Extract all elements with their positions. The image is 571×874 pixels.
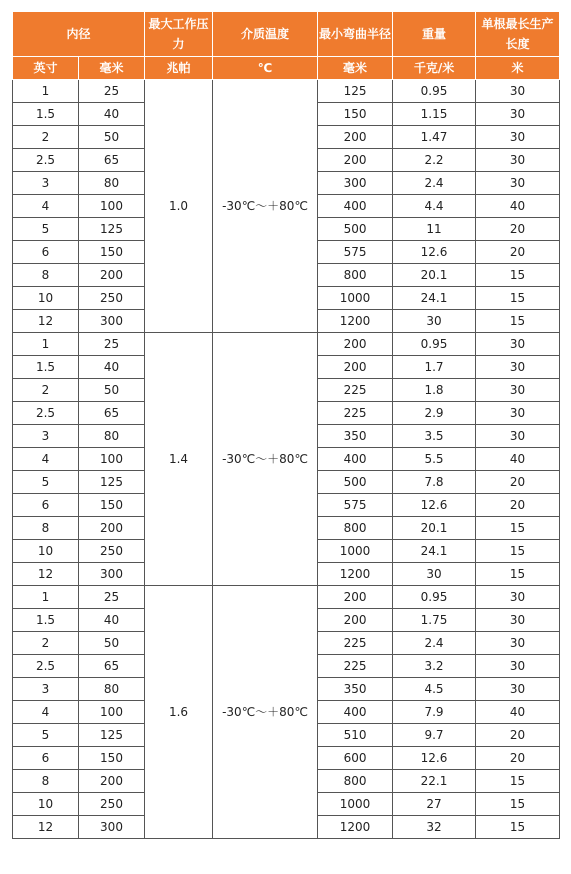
cell-mm: 25 — [79, 80, 145, 103]
cell-weight: 5.5 — [393, 448, 476, 471]
cell-inch: 10 — [13, 540, 79, 563]
cell-bend-radius: 225 — [318, 402, 393, 425]
cell-length: 15 — [476, 793, 560, 816]
cell-length: 15 — [476, 540, 560, 563]
cell-length: 20 — [476, 218, 560, 241]
cell-inch: 2.5 — [13, 655, 79, 678]
cell-bend-radius: 600 — [318, 747, 393, 770]
unit-mpa: 兆帕 — [145, 57, 213, 80]
cell-bend-radius: 575 — [318, 241, 393, 264]
cell-mm: 80 — [79, 172, 145, 195]
cell-weight: 3.2 — [393, 655, 476, 678]
cell-mm: 40 — [79, 356, 145, 379]
cell-inch: 2 — [13, 126, 79, 149]
cell-weight: 2.2 — [393, 149, 476, 172]
cell-length: 30 — [476, 402, 560, 425]
cell-weight: 1.8 — [393, 379, 476, 402]
cell-inch: 12 — [13, 816, 79, 839]
cell-length: 30 — [476, 103, 560, 126]
cell-bend-radius: 1000 — [318, 793, 393, 816]
cell-mm: 25 — [79, 333, 145, 356]
cell-mm: 200 — [79, 517, 145, 540]
cell-bend-radius: 1200 — [318, 310, 393, 333]
header-max-pressure: 最大工作压力 — [145, 12, 213, 57]
cell-bend-radius: 400 — [318, 195, 393, 218]
cell-bend-radius: 200 — [318, 609, 393, 632]
cell-bend-radius: 225 — [318, 379, 393, 402]
cell-length: 20 — [476, 494, 560, 517]
cell-inch: 5 — [13, 471, 79, 494]
cell-inch: 3 — [13, 678, 79, 701]
cell-weight: 24.1 — [393, 540, 476, 563]
cell-weight: 20.1 — [393, 264, 476, 287]
cell-pressure: 1.4 — [145, 333, 213, 586]
cell-weight: 30 — [393, 563, 476, 586]
unit-celsius: ℃ — [213, 57, 318, 80]
cell-bend-radius: 200 — [318, 126, 393, 149]
cell-inch: 1.5 — [13, 356, 79, 379]
table-body — [13, 80, 560, 839]
unit-inch: 英寸 — [13, 57, 79, 80]
cell-bend-radius: 200 — [318, 333, 393, 356]
cell-bend-radius: 1000 — [318, 540, 393, 563]
cell-mm: 100 — [79, 195, 145, 218]
cell-mm: 300 — [79, 563, 145, 586]
cell-length: 30 — [476, 379, 560, 402]
cell-inch: 2.5 — [13, 402, 79, 425]
cell-mm: 80 — [79, 425, 145, 448]
cell-weight: 24.1 — [393, 287, 476, 310]
cell-mm: 150 — [79, 747, 145, 770]
header-inner-diameter: 内径 — [13, 12, 145, 57]
unit-kg-per-m: 千克/米 — [393, 57, 476, 80]
cell-length: 15 — [476, 287, 560, 310]
cell-bend-radius: 150 — [318, 103, 393, 126]
cell-mm: 100 — [79, 448, 145, 471]
cell-length: 40 — [476, 195, 560, 218]
cell-bend-radius: 1200 — [318, 816, 393, 839]
cell-length: 30 — [476, 655, 560, 678]
header-max-length: 单根最长生产长度 — [476, 12, 560, 57]
cell-inch: 5 — [13, 218, 79, 241]
cell-length: 30 — [476, 678, 560, 701]
spec-table — [12, 11, 560, 839]
cell-inch: 8 — [13, 517, 79, 540]
table-row — [13, 586, 560, 609]
cell-inch: 10 — [13, 287, 79, 310]
cell-length: 30 — [476, 425, 560, 448]
cell-bend-radius: 800 — [318, 517, 393, 540]
cell-weight: 7.9 — [393, 701, 476, 724]
cell-weight: 1.75 — [393, 609, 476, 632]
cell-inch: 4 — [13, 195, 79, 218]
cell-length: 15 — [476, 563, 560, 586]
cell-inch: 6 — [13, 747, 79, 770]
cell-mm: 125 — [79, 471, 145, 494]
cell-mm: 65 — [79, 655, 145, 678]
cell-inch: 1 — [13, 80, 79, 103]
cell-length: 40 — [476, 448, 560, 471]
cell-length: 30 — [476, 333, 560, 356]
unit-mm-radius: 毫米 — [318, 57, 393, 80]
cell-temperature: -30℃～＋80℃ — [213, 333, 318, 586]
cell-bend-radius: 200 — [318, 586, 393, 609]
cell-mm: 40 — [79, 609, 145, 632]
cell-inch: 10 — [13, 793, 79, 816]
cell-weight: 11 — [393, 218, 476, 241]
cell-weight: 22.1 — [393, 770, 476, 793]
cell-weight: 30 — [393, 310, 476, 333]
cell-weight: 2.9 — [393, 402, 476, 425]
cell-inch: 1.5 — [13, 103, 79, 126]
cell-inch: 12 — [13, 563, 79, 586]
cell-temperature: -30℃～＋80℃ — [213, 80, 318, 333]
cell-weight: 1.47 — [393, 126, 476, 149]
cell-mm: 25 — [79, 586, 145, 609]
cell-length: 40 — [476, 701, 560, 724]
cell-bend-radius: 350 — [318, 425, 393, 448]
cell-inch: 8 — [13, 770, 79, 793]
cell-mm: 40 — [79, 103, 145, 126]
cell-weight: 4.4 — [393, 195, 476, 218]
cell-weight: 3.5 — [393, 425, 476, 448]
cell-inch: 1.5 — [13, 609, 79, 632]
cell-mm: 200 — [79, 770, 145, 793]
cell-mm: 50 — [79, 126, 145, 149]
cell-length: 30 — [476, 609, 560, 632]
cell-mm: 125 — [79, 724, 145, 747]
cell-length: 15 — [476, 264, 560, 287]
cell-bend-radius: 800 — [318, 770, 393, 793]
cell-inch: 6 — [13, 241, 79, 264]
cell-bend-radius: 800 — [318, 264, 393, 287]
cell-length: 30 — [476, 632, 560, 655]
cell-weight: 0.95 — [393, 586, 476, 609]
cell-bend-radius: 125 — [318, 80, 393, 103]
cell-mm: 300 — [79, 816, 145, 839]
cell-bend-radius: 1200 — [318, 563, 393, 586]
cell-length: 20 — [476, 241, 560, 264]
cell-inch: 3 — [13, 172, 79, 195]
table-row — [13, 333, 560, 356]
cell-pressure: 1.6 — [145, 586, 213, 839]
cell-inch: 12 — [13, 310, 79, 333]
cell-bend-radius: 500 — [318, 471, 393, 494]
cell-mm: 125 — [79, 218, 145, 241]
cell-length: 15 — [476, 816, 560, 839]
cell-weight: 7.8 — [393, 471, 476, 494]
cell-weight: 20.1 — [393, 517, 476, 540]
cell-mm: 65 — [79, 402, 145, 425]
header-min-bend-radius: 最小弯曲半径 — [318, 12, 393, 57]
cell-weight: 1.7 — [393, 356, 476, 379]
cell-inch: 4 — [13, 448, 79, 471]
cell-bend-radius: 400 — [318, 448, 393, 471]
header-medium-temp: 介质温度 — [213, 12, 318, 57]
cell-weight: 2.4 — [393, 172, 476, 195]
cell-length: 20 — [476, 471, 560, 494]
cell-length: 15 — [476, 770, 560, 793]
cell-inch: 2 — [13, 379, 79, 402]
cell-mm: 200 — [79, 264, 145, 287]
cell-mm: 250 — [79, 287, 145, 310]
cell-inch: 6 — [13, 494, 79, 517]
cell-weight: 12.6 — [393, 241, 476, 264]
cell-length: 30 — [476, 126, 560, 149]
unit-m: 米 — [476, 57, 560, 80]
cell-inch: 2.5 — [13, 149, 79, 172]
cell-weight: 2.4 — [393, 632, 476, 655]
unit-mm: 毫米 — [79, 57, 145, 80]
cell-mm: 65 — [79, 149, 145, 172]
cell-bend-radius: 225 — [318, 632, 393, 655]
cell-inch: 8 — [13, 264, 79, 287]
cell-bend-radius: 350 — [318, 678, 393, 701]
cell-mm: 150 — [79, 494, 145, 517]
cell-mm: 50 — [79, 632, 145, 655]
cell-weight: 32 — [393, 816, 476, 839]
cell-weight: 4.5 — [393, 678, 476, 701]
cell-bend-radius: 575 — [318, 494, 393, 517]
cell-weight: 12.6 — [393, 747, 476, 770]
cell-mm: 250 — [79, 793, 145, 816]
cell-inch: 3 — [13, 425, 79, 448]
cell-weight: 0.95 — [393, 333, 476, 356]
cell-mm: 150 — [79, 241, 145, 264]
cell-inch: 4 — [13, 701, 79, 724]
header-weight: 重量 — [393, 12, 476, 57]
cell-weight: 0.95 — [393, 80, 476, 103]
cell-inch: 1 — [13, 586, 79, 609]
table-header — [13, 12, 560, 80]
cell-inch: 1 — [13, 333, 79, 356]
cell-weight: 1.15 — [393, 103, 476, 126]
cell-weight: 12.6 — [393, 494, 476, 517]
cell-length: 30 — [476, 80, 560, 103]
cell-bend-radius: 200 — [318, 149, 393, 172]
cell-bend-radius: 500 — [318, 218, 393, 241]
cell-mm: 100 — [79, 701, 145, 724]
cell-mm: 50 — [79, 379, 145, 402]
cell-length: 15 — [476, 517, 560, 540]
cell-bend-radius: 225 — [318, 655, 393, 678]
cell-length: 30 — [476, 172, 560, 195]
cell-length: 30 — [476, 586, 560, 609]
cell-mm: 80 — [79, 678, 145, 701]
cell-bend-radius: 510 — [318, 724, 393, 747]
cell-length: 30 — [476, 356, 560, 379]
cell-inch: 5 — [13, 724, 79, 747]
cell-bend-radius: 400 — [318, 701, 393, 724]
cell-mm: 250 — [79, 540, 145, 563]
cell-inch: 2 — [13, 632, 79, 655]
cell-length: 30 — [476, 149, 560, 172]
cell-weight: 27 — [393, 793, 476, 816]
cell-length: 20 — [476, 724, 560, 747]
cell-weight: 9.7 — [393, 724, 476, 747]
cell-mm: 300 — [79, 310, 145, 333]
cell-length: 20 — [476, 747, 560, 770]
cell-temperature: -30℃～＋80℃ — [213, 586, 318, 839]
table-row — [13, 80, 560, 103]
cell-bend-radius: 1000 — [318, 287, 393, 310]
cell-bend-radius: 200 — [318, 356, 393, 379]
cell-bend-radius: 300 — [318, 172, 393, 195]
cell-length: 15 — [476, 310, 560, 333]
cell-pressure: 1.0 — [145, 80, 213, 333]
